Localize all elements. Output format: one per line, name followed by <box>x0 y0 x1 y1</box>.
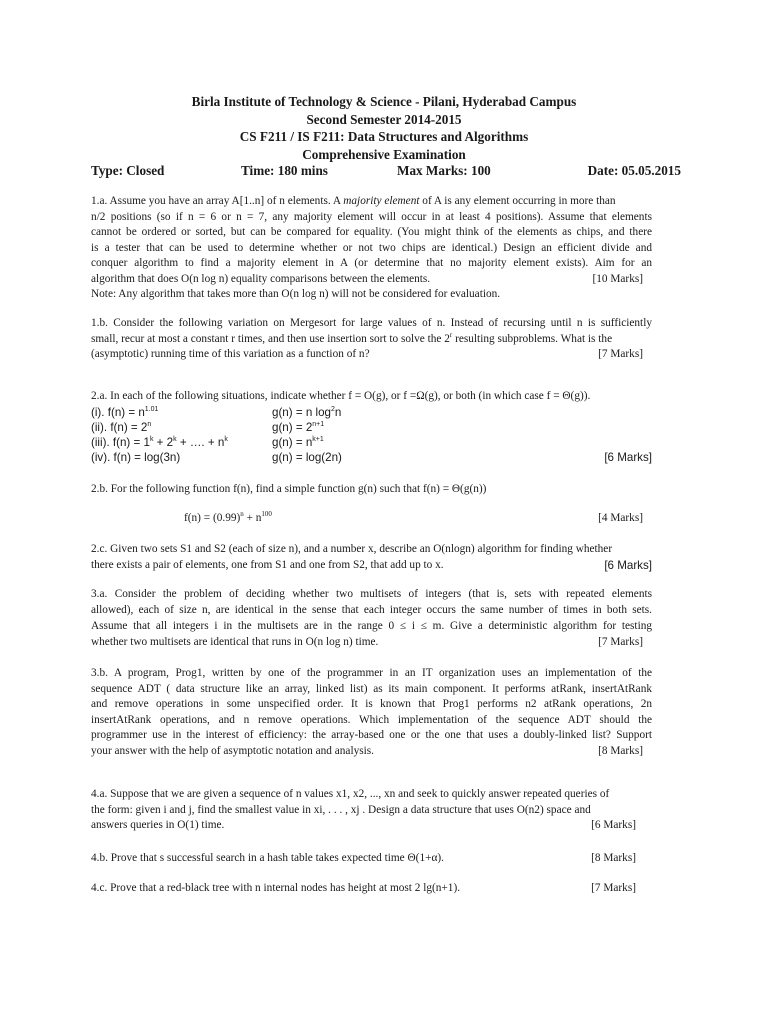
marks-label: [8 Marks] <box>591 852 636 864</box>
q2c-last-line: there exists a pair of elements, one from S1 and one from S2, that add up to x. <box>91 558 444 571</box>
marks-label: [6 Marks] <box>591 819 636 831</box>
exam-name: Comprehensive Examination <box>302 146 466 162</box>
question-3a <box>91 586 652 650</box>
q2a-row <box>91 450 652 465</box>
course-title: CS F211 / IS F211: Data Structures and Algorithms <box>239 129 529 144</box>
marks-label: [6 Marks] <box>604 451 652 464</box>
q2a-row <box>91 420 652 435</box>
question-4a <box>91 787 652 834</box>
question-line <box>91 332 652 348</box>
q2b-formula-row <box>91 512 652 528</box>
q2a-f-exp: 1.01 <box>144 406 159 414</box>
question-line <box>91 744 652 760</box>
marks-label: [6 Marks] <box>604 558 652 572</box>
question-3b <box>91 666 652 759</box>
question-line: programmer use in the interest of efficiency: the array-based one or the one that uses a doubly-linked list? Support <box>91 729 652 741</box>
q2a-f-exp: k <box>149 436 154 444</box>
q2b-exp-1: n <box>240 510 244 519</box>
exam-type: Type: Closed <box>91 163 165 178</box>
marks-label: [7 Marks] <box>598 348 643 360</box>
q1a-last-line: algorithm that does O(n log n) equality comparisons between the elements. <box>91 272 431 285</box>
q3a-last-line: whether two multisets are identical that runs in O(n log n) time. <box>91 636 379 648</box>
question-1a <box>91 194 652 303</box>
question-4b <box>91 851 652 867</box>
question-line <box>91 272 652 288</box>
exam-max-marks: Max Marks: 100 <box>397 163 491 178</box>
q2a-f-exp: n <box>147 421 152 429</box>
question-line: conquer algorithm to find a majority element in A (or determine that no majority element exists). Aim for an <box>91 257 652 269</box>
q2a-g-text: g(n) = n log <box>272 406 331 419</box>
semester: Second Semester 2014-2015 <box>306 111 462 127</box>
q2a-f <box>91 420 151 435</box>
q2a-f-mid: + …. + n <box>176 436 225 449</box>
question-line: Assume that all integers i in the multisets are in the range 0 ≤ i ≤ m. Give a deterministic algorithm for testing <box>91 620 652 632</box>
q4b-text: 4.b. Prove that s successful search in a hash table takes expected time Θ(1+α). <box>91 852 444 864</box>
q2a-row <box>91 405 652 420</box>
question-line: is a tester that can be used to determine whether or not two chips are identical.) Design an efficient divide and <box>91 241 652 254</box>
q2a-g <box>272 420 324 435</box>
question-line: 2.c. Given two sets S1 and S2 (each of size n), and a number x, describe an O(nlogn) algorithm for finding whether <box>91 543 613 555</box>
question-2a-table <box>91 405 652 465</box>
q2b-formula <box>184 512 272 524</box>
marks-label: [8 Marks] <box>598 744 643 757</box>
question-line: 4.a. Suppose that we are given a sequence of n values x1, x2, ..., xn and seek to quickly answer repeated queries of <box>91 788 610 800</box>
exam-header <box>0 93 768 163</box>
question-4c <box>91 881 652 897</box>
q2b-formula-b: + n <box>243 512 262 524</box>
q2a-row <box>91 435 652 450</box>
q2a-g-exp: k+1 <box>312 436 324 444</box>
q2a-f-text: (i). f(n) = n <box>91 406 145 419</box>
exam-meta <box>91 163 681 181</box>
marks-label: [7 Marks] <box>591 882 636 894</box>
q2b-formula-a: f(n) = (0.99) <box>184 512 241 524</box>
question-line: insertAtRank operations, and n remove operations. Which implementation of the sequence ADT should the <box>91 713 652 726</box>
q2a-g-text: g(n) = 2 <box>272 421 313 434</box>
q2a-g-exp: n+1 <box>312 421 325 429</box>
marks-label: [10 Marks] <box>592 272 643 285</box>
exam-date: Date: 05.05.2015 <box>587 163 681 178</box>
q1a-text-b: of A is any element occurring in more than <box>419 195 616 207</box>
question-line: sequence ADT ( data structure like an array, linked list) as its main component. It performs atRank, insertAtRank <box>91 682 652 695</box>
question-1b <box>91 316 652 363</box>
question-line: n/2 positions (so if n = 6 or n = 7, any majority element will occur in at least 4 positions). Assume that elements <box>91 210 652 223</box>
q2a-g <box>272 405 341 420</box>
q2a-f: (iv). f(n) = log(3n) <box>91 451 181 464</box>
marks-label: [7 Marks] <box>598 636 643 648</box>
question-line <box>91 194 652 210</box>
institute-name: Birla Institute of Technology & Science - Pilani, Hyderabad Campus <box>191 94 577 109</box>
question-line: and remove operations in some unspecified order. It is known that Prog1 performs n2 atRank operations, 2n <box>91 698 652 710</box>
question-line <box>91 818 652 834</box>
q2a-f-text: (iii). f(n) = 1 <box>91 436 150 449</box>
question-line <box>91 558 652 574</box>
question-line: 3.b. A program, Prog1, written by one of the programmer in an IT organization uses an implementation of the <box>91 667 652 679</box>
q2a-f-text: (ii). f(n) = 2 <box>91 421 148 434</box>
q2a-f <box>91 405 158 420</box>
marks-label: [4 Marks] <box>598 512 643 524</box>
exam-time: Time: 180 mins <box>241 163 328 178</box>
question-line <box>91 634 652 650</box>
q2a-g <box>272 435 324 450</box>
question-line <box>91 347 652 363</box>
question-line: 1.b. Consider the following variation on Mergesort for large values of n. Instead of recursing until n is sufficiently <box>91 317 652 329</box>
q2a-g: g(n) = log(2n) <box>272 451 342 464</box>
question-2b: 2.b. For the following function f(n), find a simple function g(n) such that f(n) = Θ(g(n)) <box>91 483 487 495</box>
q2a-f <box>91 435 228 450</box>
question-line <box>91 851 652 867</box>
q2b-exp-2: 100 <box>261 510 272 519</box>
q4c-text: 4.c. Prove that a red-black tree with n internal nodes has height at most 2 lg(n+1). <box>91 882 461 894</box>
q4a-last-line: answers queries in O(1) time. <box>91 819 225 831</box>
q1b-text-b: resulting subproblems. What is the <box>452 332 613 345</box>
q1b-last-line: (asymptotic) running time of this variation as a function of n? <box>91 348 370 360</box>
q1b-exponent: r <box>449 330 453 339</box>
question-line: allowed), each of size n, are identical in the sense that each integer occurs the same number of times in both sets. <box>91 604 652 616</box>
question-2a-intro: 2.a. In each of the following situations, indicate whether f = O(g), or f =Ω(g), or both (in which case f = Θ(g)). <box>91 390 591 402</box>
question-line: the form: given i and j, find the smallest value in xi, . . . , xj . Design a data structure that uses O(n2) space and <box>91 803 591 816</box>
q1a-term: majority element <box>343 195 420 207</box>
question-line: 3.a. Consider the problem of deciding whether two multisets of integers (that is, sets with repeated elements <box>91 588 652 600</box>
q1a-note: Note: Any algorithm that takes more than O(n log n) will not be considered for evaluation. <box>91 288 501 300</box>
q2a-f-exp: k <box>224 436 228 444</box>
question-line: cannot be ordered or sorted, but can be compared for equality. (You might think of the elements as chips, and there <box>91 226 652 238</box>
q2a-g-text: g(n) = n <box>272 436 313 449</box>
q1a-text-a: 1.a. Assume you have an array A[1..n] of n elements. A <box>91 195 344 207</box>
question-2c <box>91 542 652 573</box>
q2a-g-exp: 2 <box>330 406 335 414</box>
q1b-text-a: small, recur at most a constant r times, and then use insertion sort to solve the 2 <box>91 332 450 345</box>
question-line <box>91 881 652 897</box>
q2a-f-exp: k <box>173 436 177 444</box>
q2a-g-tail: n <box>334 406 342 419</box>
q3b-last-line: your answer with the help of asymptotic notation and analysis. <box>91 744 374 757</box>
q2a-f-mid: + 2 <box>153 436 174 449</box>
